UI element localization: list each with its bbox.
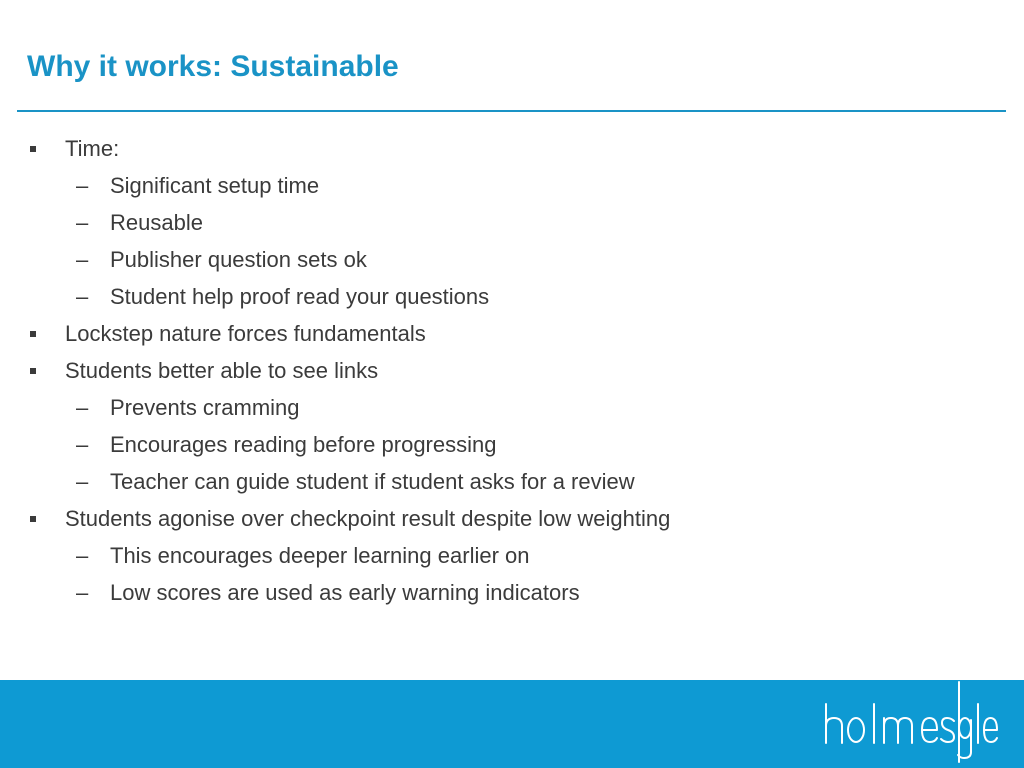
bullet-text: Lockstep nature forces fundamentals: [65, 321, 426, 346]
bullet-item: [0, 500, 1000, 537]
dash-bullet-icon: –: [76, 543, 89, 568]
sub-bullet-item: [0, 537, 1000, 574]
sub-bullet-item: [0, 278, 1000, 315]
sub-bullet-text: Low scores are used as early warning indicators: [110, 580, 580, 605]
dash-bullet-icon: –: [76, 210, 89, 235]
sub-bullet-text: Teacher can guide student if student asks for a review: [110, 469, 635, 494]
sub-bullet-item: [0, 426, 1000, 463]
square-bullet-icon: [30, 146, 36, 152]
bullet-text: Time:: [65, 136, 120, 161]
sub-bullet-text: Encourages reading before progressing: [110, 432, 497, 457]
sub-bullet-item: [0, 204, 1000, 241]
footer-bar: [0, 680, 1024, 768]
sub-bullet-item: [0, 241, 1000, 278]
sub-bullet-text: Student help proof read your questions: [110, 284, 490, 309]
dash-bullet-icon: –: [76, 432, 89, 457]
bullet-list: [0, 130, 1000, 611]
bullet-item: [0, 352, 1000, 389]
bullet-item: [0, 130, 1000, 167]
bullet-item: [0, 315, 1000, 352]
dash-bullet-icon: –: [76, 580, 89, 605]
dash-bullet-icon: –: [76, 173, 89, 198]
sub-bullet-text: Publisher question sets ok: [110, 247, 367, 272]
sub-bullet-item: [0, 167, 1000, 204]
slide-title: Why it works: Sustainable: [27, 50, 399, 83]
sub-bullet-item: [0, 463, 1000, 500]
dash-bullet-icon: –: [76, 284, 89, 309]
holmesglen-logo: [0, 680, 1024, 768]
dash-bullet-icon: –: [76, 247, 89, 272]
sub-bullet-text: Significant setup time: [110, 173, 320, 198]
sub-bullet-text: Reusable: [110, 210, 203, 235]
bullet-text: Students agonise over checkpoint result despite low weighting: [65, 506, 671, 531]
sub-bullet-text: This encourages deeper learning earlier on: [110, 543, 530, 568]
dash-bullet-icon: –: [76, 469, 89, 494]
sub-bullet-text: Prevents cramming: [110, 395, 300, 420]
square-bullet-icon: [30, 368, 36, 374]
title-divider: [17, 110, 1006, 112]
sub-bullet-item: [0, 389, 1000, 426]
bullet-text: Students better able to see links: [65, 358, 379, 383]
square-bullet-icon: [30, 516, 36, 522]
dash-bullet-icon: –: [76, 395, 89, 420]
sub-bullet-item: [0, 574, 1000, 611]
square-bullet-icon: [30, 331, 36, 337]
